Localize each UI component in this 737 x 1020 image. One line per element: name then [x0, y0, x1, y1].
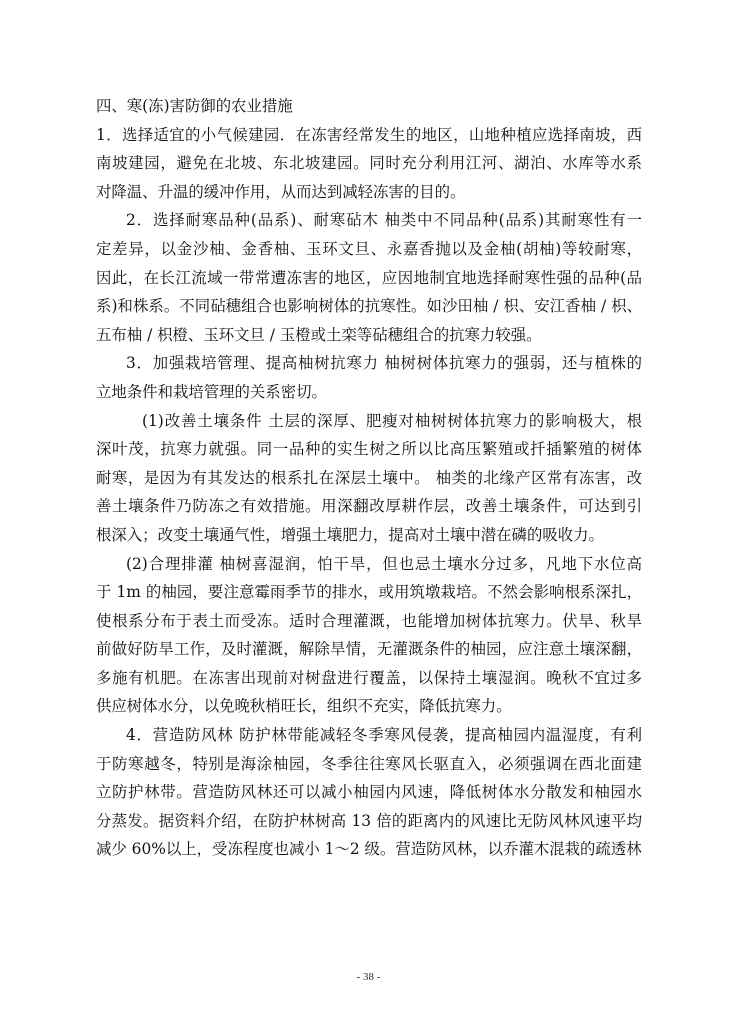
text-line: 减少 60%以上，受冻程度也减小 1～2 级。营造防风林，以乔灌木混栽的疏透林	[96, 840, 642, 859]
paragraph-list	[96, 121, 642, 864]
text-line: 系)和株系。不同砧穗组合也影响树体的抗寒性。如沙田柚 / 枳、安江香柚 / 枳、	[96, 297, 642, 316]
paragraph-p5	[96, 550, 642, 722]
document-body	[96, 92, 642, 864]
text-line: 前做好防旱工作，及时灌溉，解除旱情，无灌溉条件的柚园，应注意土壤深翻，	[96, 640, 642, 659]
text-line: 五布柚 / 枳橙、玉环文旦 / 玉橙或土栾等砧穗组合的抗寒力较强。	[96, 325, 542, 344]
text-line: 分蒸发。据资料介绍，在防护林树高 13 倍的距离内的风速比无防风林风速平均	[96, 811, 642, 830]
text-line: (2)合理排灌 柚树喜湿润，怕干旱，但也忌土壤水分过多，凡地下水位高	[126, 554, 642, 573]
text-line: 立防护林带。营造防风林还可以减小柚园内风速，降低树体水分散发和柚园水	[96, 783, 642, 802]
text-line: 于防寒越冬，特别是海涂柚园，冬季往往寒风长驱直入，必须强调在西北面建	[96, 754, 642, 773]
text-line: 根深入；改变土壤通气性，增强土壤肥力，提高对土壤中潜在磷的吸收力。	[96, 525, 604, 544]
paragraph-p1	[96, 121, 642, 207]
paragraph-p3	[96, 349, 642, 406]
paragraph-p6	[96, 721, 642, 864]
text-line: 南坡建园，避免在北坡、东北坡建园。同时充分利用江河、湖泊、水库等水系	[96, 154, 642, 173]
paragraph-p2	[96, 206, 642, 349]
paragraph-p4	[96, 407, 642, 550]
text-line: 3．加强栽培管理、提高柚树抗寒力 柚树树体抗寒力的强弱，还与植株的	[126, 354, 642, 373]
text-line: 2．选择耐寒品种(品系)、耐寒砧木 柚类中不同品种(品系)其耐寒性有一	[126, 211, 642, 230]
text-line: 使根系分布于表土而受冻。适时合理灌溉，也能增加树体抗寒力。伏旱、秋旱	[96, 611, 642, 630]
section-heading: 四、寒(冻)害防御的农业措施	[96, 97, 293, 115]
text-line: 1．选择适宜的小气候建园．在冻害经常发生的地区，山地种植应选择南坡，西	[96, 125, 642, 144]
text-line: 因此，在长江流域一带常遭冻害的地区，应因地制宜地选择耐寒性强的品种(品	[96, 268, 642, 287]
text-line: 多施有机肥。在冻害出现前对树盘进行覆盖，以保持土壤湿润。晚秋不宜过多	[96, 668, 642, 687]
text-line: 于 1m 的柚园，要注意霉雨季节的排水，或用筑墩栽培。不然会影响根系深扎，	[96, 583, 642, 602]
text-line: 善土壤条件乃防冻之有效措施。用深翻改厚耕作层，改善土壤条件，可达到引	[96, 497, 642, 516]
text-line: 定差异，以金沙柚、金香柚、玉环文旦、永嘉香抛以及金柚(胡柚)等较耐寒，	[96, 239, 642, 258]
page-number: - 38 -	[356, 971, 381, 983]
text-line: 耐寒，是因为有其发达的根系扎在深层土壤中。 柚类的北缘产区常有冻害，改	[96, 468, 642, 487]
text-line: 深叶茂，抗寒力就强。同一品种的实生树之所以比高压繁殖或扦插繁殖的树体	[96, 440, 642, 459]
text-line: 对降温、升温的缓冲作用，从而达到减轻冻害的目的。	[96, 182, 466, 201]
text-line: (1)改善土壤条件 土层的深厚、肥瘦对柚树树体抗寒力的影响极大，根	[142, 411, 642, 430]
text-line: 供应树体水分，以免晚秋梢旺长，组织不充实，降低抗寒力。	[96, 697, 512, 716]
text-line: 4．营造防风林 防护林带能减轻冬季寒风侵袭，提高柚园内温湿度，有利	[126, 726, 642, 745]
text-line: 立地条件和栽培管理的关系密切。	[96, 382, 327, 401]
